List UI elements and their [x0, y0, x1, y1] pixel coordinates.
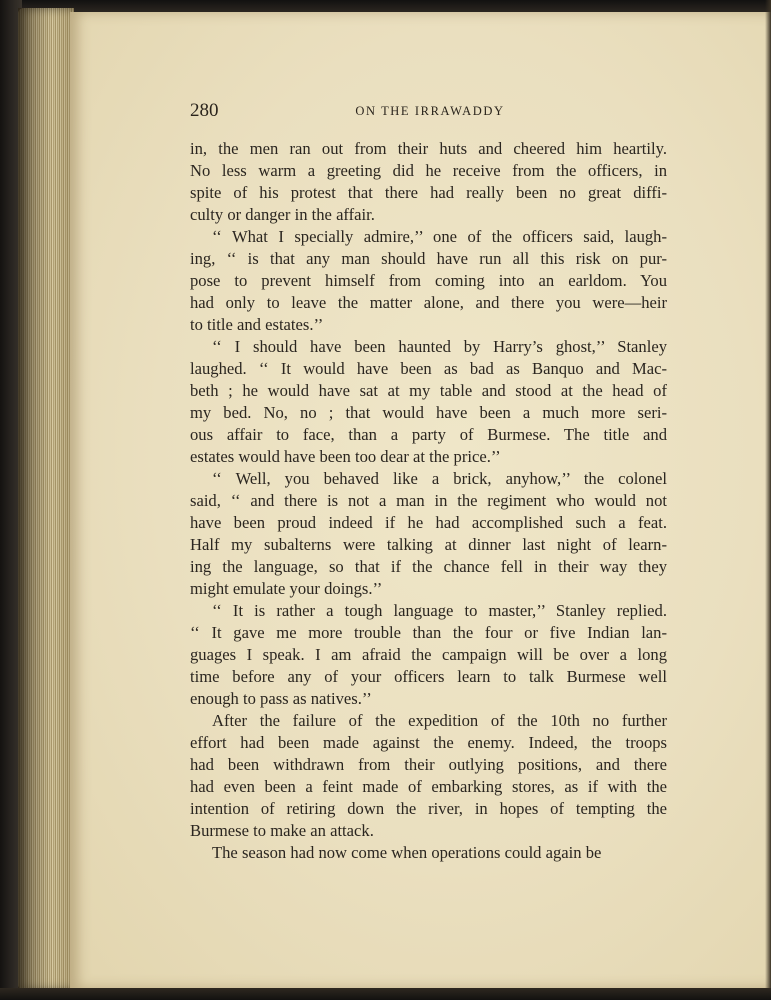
paragraph	[190, 468, 667, 600]
text-line: had only to leave the matter alone, and there you were—heir	[190, 293, 667, 312]
text-line: ous affair to face, than a party of Burmese. The title and	[190, 425, 667, 444]
text-line: enough to pass as natives.’’	[190, 689, 372, 708]
paragraph	[190, 710, 667, 842]
page-edges	[18, 8, 74, 990]
text-line: time before any of your officers learn to talk Burmese well	[190, 667, 667, 686]
page-number: 280	[190, 100, 219, 121]
text-line: Half my subalterns were talking at dinner last night of learn-	[190, 535, 667, 554]
text-line: The season had now come when operations could again be	[212, 843, 602, 862]
text-line: to title and estates.’’	[190, 315, 324, 334]
text-line: ‘‘ Well, you behaved like a brick, anyhow,’’ the colonel	[212, 469, 667, 488]
text-line: culty or danger in the affair.	[190, 205, 375, 224]
text-line: After the failure of the expedition of the 10th no further	[212, 711, 667, 730]
text-line: ‘‘ It gave me more trouble than the four or five Indian lan-	[190, 623, 667, 642]
right-page-edge	[765, 0, 771, 1000]
text-line: No less warm a greeting did he receive from the officers, in	[190, 161, 667, 180]
running-head	[190, 100, 670, 126]
text-line: might emulate your doings.’’	[190, 579, 383, 598]
text-line: beth ; he would have sat at my table and stood at the head of	[190, 381, 667, 400]
text-line: ing the language, so that if the chance fell in their way they	[190, 557, 667, 576]
paragraph	[190, 600, 667, 710]
text-line: had been withdrawn from their outlying positions, and there	[190, 755, 667, 774]
top-cover-edge	[0, 0, 771, 12]
paragraph	[190, 336, 667, 468]
text-line: intention of retiring down the river, in hopes of tempting the	[190, 799, 667, 818]
text-line: my bed. No, no ; that would have been a much more seri-	[190, 403, 667, 422]
bottom-cover-edge	[0, 988, 771, 1000]
text-line: guages I speak. I am afraid the campaign will be over a long	[190, 645, 667, 664]
text-line: ing, ‘‘ is that any man should have run all this risk on pur-	[190, 249, 667, 268]
text-line: ‘‘ I should have been haunted by Harry’s ghost,’’ Stanley	[212, 337, 667, 356]
text-line: ‘‘ What I specially admire,’’ one of the officers said, laugh-	[212, 227, 667, 246]
running-title: ON THE IRRAWADDY	[355, 104, 505, 118]
paragraph	[190, 226, 667, 336]
text-line: spite of his protest that there had really been no great diffi-	[190, 183, 667, 202]
paragraph	[190, 842, 667, 864]
text-line: have been proud indeed if he had accomplished such a feat.	[190, 513, 667, 532]
text-line: had even been a feint made of embarking stores, as if with the	[190, 777, 667, 796]
text-line: laughed. ‘‘ It would have been as bad as Banquo and Mac-	[190, 359, 667, 378]
text-line: said, ‘‘ and there is not a man in the regiment who would not	[190, 491, 667, 510]
text-line: Burmese to make an attack.	[190, 821, 374, 840]
text-line: in, the men ran out from their huts and cheered him heartily.	[190, 139, 667, 158]
text-line: ‘‘ It is rather a tough language to master,’’ Stanley replied.	[212, 601, 667, 620]
paragraph	[190, 138, 667, 226]
text-line: effort had been made against the enemy. Indeed, the troops	[190, 733, 667, 752]
text-line: pose to prevent himself from coming into an earldom. You	[190, 271, 667, 290]
body-text	[190, 138, 667, 864]
text-line: estates would have been too dear at the price.’’	[190, 447, 501, 466]
